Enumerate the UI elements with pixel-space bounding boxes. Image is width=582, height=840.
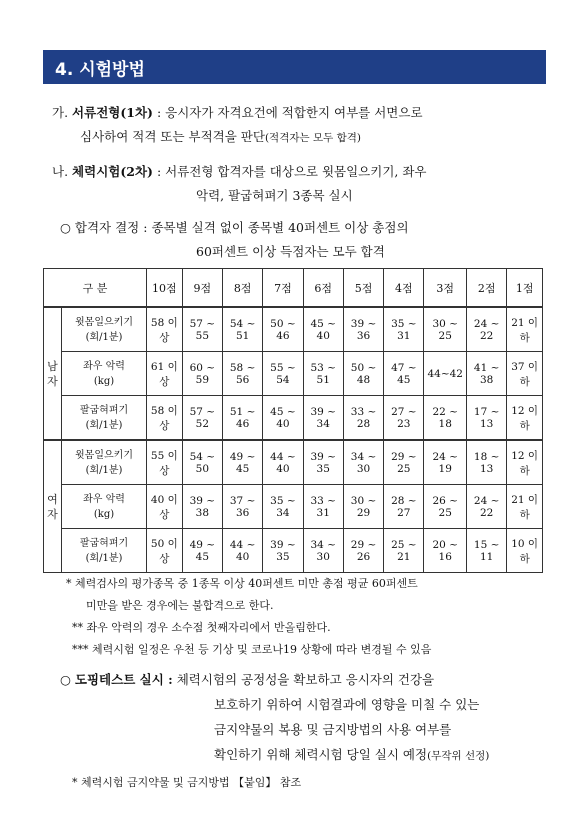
- header-score: 5점: [343, 269, 383, 308]
- table-row: [44, 352, 543, 396]
- score-cell: 54 ~ 50: [182, 440, 222, 485]
- score-cell: 18 ~ 13: [467, 440, 507, 485]
- score-cell: 57 ~ 52: [182, 396, 222, 441]
- score-cell: 24 ~ 22: [467, 307, 507, 352]
- na-marker: 나.: [52, 164, 69, 179]
- score-cell: 22 ~ 18: [424, 396, 467, 441]
- ga-marker: 가.: [52, 105, 69, 120]
- item-cell: [62, 396, 147, 441]
- pass-line-1: [60, 218, 409, 236]
- score-cell: 54 ~ 51: [222, 307, 262, 352]
- score-cell: 41 ~ 38: [467, 352, 507, 396]
- score-cell: 55 이상: [147, 440, 183, 485]
- score-cell: 21 이하: [507, 485, 543, 529]
- doping-text-2: 보호하기 위하여 시험결과에 영향을 미칠 수 있는: [214, 697, 480, 712]
- doping-line-4: [214, 745, 489, 763]
- table-header-row: [44, 269, 543, 308]
- group-label-male: 남 자: [44, 307, 62, 440]
- score-cell: 39 ~ 35: [303, 440, 343, 485]
- header-score: 10점: [147, 269, 183, 308]
- item-name: 팔굽혀펴기: [79, 537, 129, 549]
- score-cell: 39 ~ 34: [303, 396, 343, 441]
- item-name: 윗몸일으키기: [75, 316, 133, 328]
- section-title: 4. 시험방법: [55, 59, 145, 80]
- footer-note-text: 체력시험 금지약물 및 금지방법 【붙임】 참조: [81, 776, 302, 789]
- item-cell: [62, 352, 147, 396]
- doping-line-3: [214, 720, 451, 738]
- doping-text-1: 체력시험의 공정성을 확보하고 응시자의 건강을: [176, 672, 435, 687]
- item-unit: (kg): [93, 375, 115, 387]
- score-cell: 50 ~ 48: [343, 352, 383, 396]
- item-cell: [62, 485, 147, 529]
- score-cell: 10 이하: [507, 529, 543, 573]
- score-cell: 37 ~ 36: [222, 485, 262, 529]
- table-row: [44, 485, 543, 529]
- item-cell: [62, 440, 147, 485]
- score-cell: 61 이상: [147, 352, 183, 396]
- table-row: [44, 529, 543, 573]
- header-score: 4점: [384, 269, 424, 308]
- note-2: [72, 619, 331, 635]
- pass-line-2: [196, 242, 385, 260]
- na-text-1: 서류전형 합격자를 대상으로 윗몸일으키기, 좌우: [165, 164, 427, 179]
- score-cell: 47 ~ 45: [384, 352, 424, 396]
- score-cell: 44~42: [424, 352, 467, 396]
- table-row: [44, 307, 543, 352]
- score-cell: 20 ~ 16: [424, 529, 467, 573]
- na-line-2: [196, 186, 353, 204]
- score-cell: 30 ~ 25: [424, 307, 467, 352]
- na-colon: :: [156, 164, 162, 179]
- doping-text-4: 확인하기 위해 체력시험 당일 실시 예정: [214, 747, 428, 762]
- score-cell: 40 이상: [147, 485, 183, 529]
- score-cell: 53 ~ 51: [303, 352, 343, 396]
- note-3-mark: ***: [72, 643, 89, 656]
- score-cell: 12 이하: [507, 440, 543, 485]
- item-cell: [62, 529, 147, 573]
- item-name: 윗몸일으키기: [75, 449, 133, 461]
- score-cell: 49 ~ 45: [222, 440, 262, 485]
- na-term: 체력시험(2차): [72, 164, 153, 179]
- na-line-1: [52, 162, 427, 180]
- score-cell: 44 ~ 40: [222, 529, 262, 573]
- score-cell: 39 ~ 35: [263, 529, 303, 573]
- score-cell: 50 ~ 46: [263, 307, 303, 352]
- score-cell: 35 ~ 31: [384, 307, 424, 352]
- score-cell: 50 이상: [147, 529, 183, 573]
- score-cell: 49 ~ 45: [182, 529, 222, 573]
- score-cell: 24 ~ 22: [467, 485, 507, 529]
- pass-text-1: 종목별 실격 없이 종목별 40퍼센트 이상 총점의: [151, 220, 409, 235]
- pass-bullet: ○: [60, 220, 71, 235]
- ga-line-2: [80, 127, 361, 145]
- score-cell: 39 ~ 36: [343, 307, 383, 352]
- ga-colon: :: [156, 105, 162, 120]
- note-3: [72, 641, 431, 657]
- na-text-2: 악력, 팔굽혀펴기 3종목 실시: [196, 188, 353, 203]
- score-cell: 12 이하: [507, 396, 543, 441]
- score-cell: 17 ~ 13: [467, 396, 507, 441]
- score-cell: 60 ~ 59: [182, 352, 222, 396]
- score-cell: 34 ~ 30: [303, 529, 343, 573]
- score-cell: 51 ~ 46: [222, 396, 262, 441]
- doping-line-2: [214, 695, 479, 713]
- score-cell: 29 ~ 26: [343, 529, 383, 573]
- score-cell: 58 이상: [147, 307, 183, 352]
- footer-note: [72, 774, 301, 790]
- pass-label: 합격자 결정 :: [74, 220, 148, 235]
- doping-line-1: [60, 670, 434, 688]
- score-cell: 39 ~ 38: [182, 485, 222, 529]
- group-label-female: 여 자: [44, 440, 62, 573]
- doping-bullet: ○: [60, 672, 71, 687]
- score-cell: 37 이하: [507, 352, 543, 396]
- pass-text-2: 60퍼센트 이상 득점자는 모두 합격: [196, 244, 385, 259]
- item-cell: [62, 307, 147, 352]
- item-unit: (회/1분): [85, 464, 123, 476]
- footer-note-mark: *: [72, 776, 78, 789]
- item-name: 팔굽혀펴기: [79, 404, 129, 416]
- score-cell: 33 ~ 28: [343, 396, 383, 441]
- score-cell: 15 ~ 11: [467, 529, 507, 573]
- item-name: 좌우 악력: [83, 360, 125, 372]
- score-cell: 45 ~ 40: [303, 307, 343, 352]
- ga-line-1: [52, 103, 423, 121]
- note-1-line-1: [66, 575, 418, 591]
- score-cell: 25 ~ 21: [384, 529, 424, 573]
- header-category: 구 분: [44, 269, 147, 308]
- note-3-text: 체력시험 일정은 우천 등 기상 및 코로나19 상황에 따라 변경될 수 있음: [92, 643, 432, 656]
- score-cell: 27 ~ 23: [384, 396, 424, 441]
- header-score: 9점: [182, 269, 222, 308]
- score-cell: 58 ~ 56: [222, 352, 262, 396]
- item-unit: (회/1분): [85, 331, 123, 343]
- ga-text-2: 심사하여 적격 또는 부적격을 판단: [80, 129, 265, 144]
- header-score: 1점: [507, 269, 543, 308]
- note-1-line-2: [86, 597, 274, 613]
- ga-term: 서류전형(1차): [72, 105, 153, 120]
- note-1-text-1: 체력검사의 평가종목 중 1종목 이상 40퍼센트 미만 총점 평균 60퍼센트: [75, 577, 418, 590]
- section-header: [43, 50, 546, 84]
- note-1-text-2: 미만을 받은 경우에는 불합격으로 한다.: [86, 599, 274, 612]
- score-cell: 57 ~ 55: [182, 307, 222, 352]
- score-cell: 35 ~ 34: [263, 485, 303, 529]
- score-cell: 30 ~ 29: [343, 485, 383, 529]
- doping-label: 도핑테스트 실시 :: [74, 672, 173, 687]
- header-score: 2점: [467, 269, 507, 308]
- table-row: [44, 440, 543, 485]
- header-score: 7점: [263, 269, 303, 308]
- doping-text-4-small: (무작위 선정): [427, 750, 490, 762]
- note-2-mark: **: [72, 621, 83, 634]
- score-cell: 34 ~ 30: [343, 440, 383, 485]
- note-1-mark: *: [66, 577, 72, 590]
- score-cell: 44 ~ 40: [263, 440, 303, 485]
- header-score: 6점: [303, 269, 343, 308]
- score-table: [43, 268, 543, 573]
- score-cell: 58 이상: [147, 396, 183, 441]
- ga-text-2-small: (적격자는 모두 합격): [264, 132, 361, 144]
- item-unit: (kg): [93, 508, 115, 520]
- item-unit: (회/1분): [85, 419, 123, 431]
- score-cell: 33 ~ 31: [303, 485, 343, 529]
- score-cell: 26 ~ 25: [424, 485, 467, 529]
- note-2-text: 좌우 악력의 경우 소수점 첫째자리에서 반올림한다.: [86, 621, 331, 634]
- table-row: [44, 396, 543, 441]
- header-score: 8점: [222, 269, 262, 308]
- score-cell: 28 ~ 27: [384, 485, 424, 529]
- score-cell: 24 ~ 19: [424, 440, 467, 485]
- score-cell: 21 이하: [507, 307, 543, 352]
- score-cell: 45 ~ 40: [263, 396, 303, 441]
- header-score: 3점: [424, 269, 467, 308]
- score-cell: 55 ~ 54: [263, 352, 303, 396]
- item-unit: (회/1분): [85, 552, 123, 564]
- doping-text-3: 금지약물의 복용 및 금지방법의 사용 여부를: [214, 722, 452, 737]
- ga-text-1: 응시자가 자격요건에 적합한지 여부를 서면으로: [165, 105, 423, 120]
- score-cell: 29 ~ 25: [384, 440, 424, 485]
- item-name: 좌우 악력: [83, 493, 125, 505]
